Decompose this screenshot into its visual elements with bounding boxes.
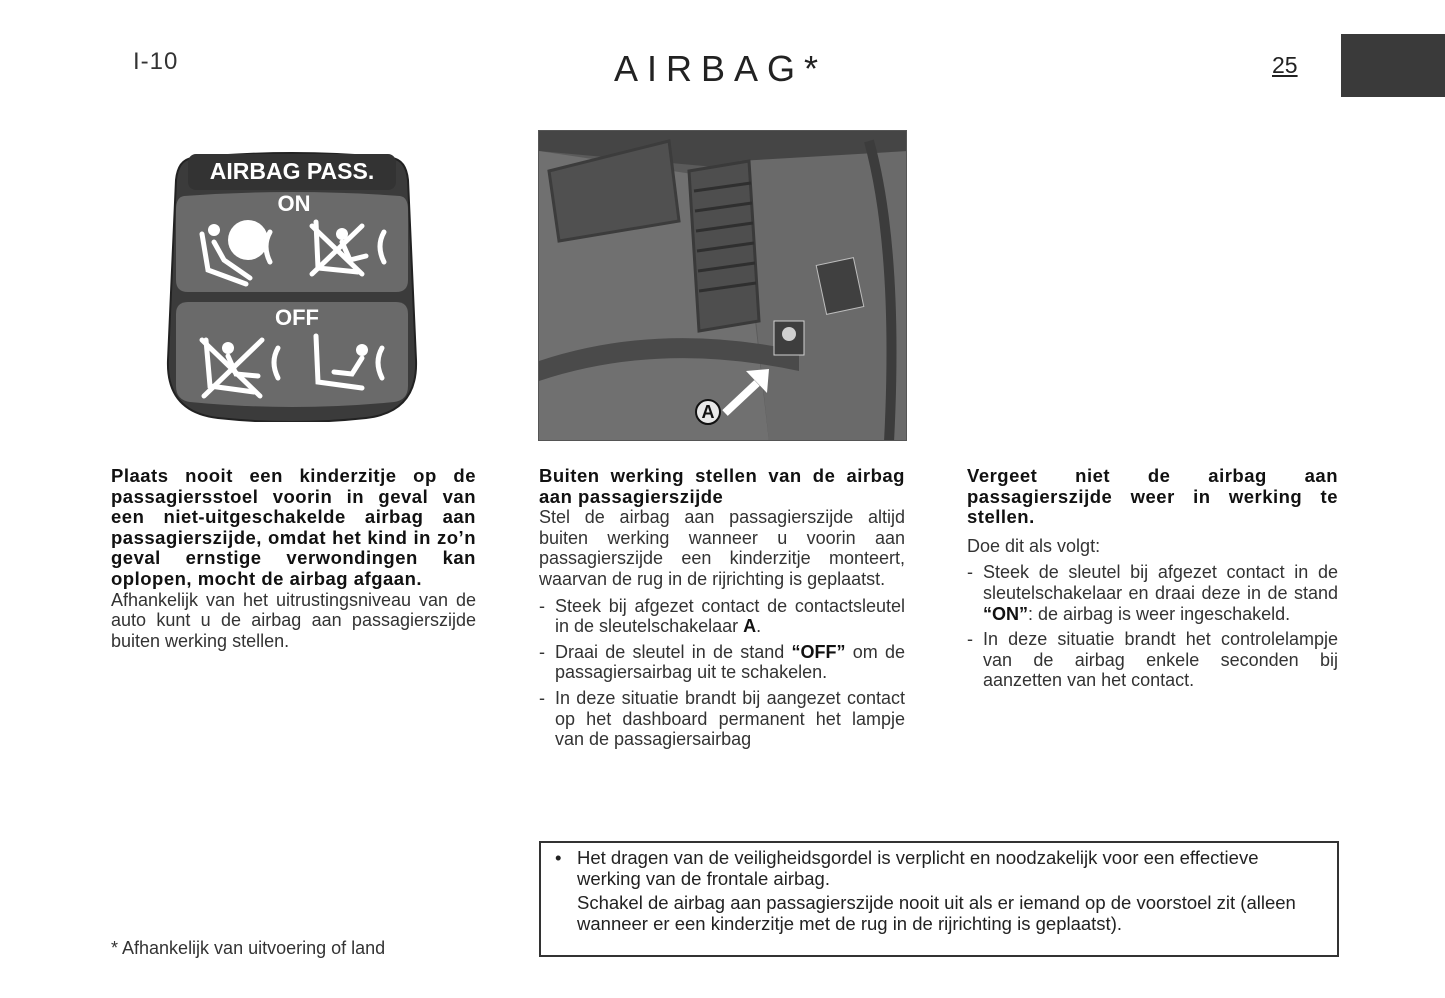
deactivate-steps [539,596,905,750]
deactivate-step-3: - In deze situatie brandt bij aangezet contact op het dashboard permanent het lampje van de passagiersairbag [539,688,905,750]
reactivate-step-1: - Steek de sleutel bij afgezet contact in de sleutelschakelaar en draai deze in de stand “ON”: de airbag is weer ingeschakeld. [967,562,1338,624]
notice-bullet: • [555,847,562,868]
page-number: 25 [1272,52,1298,78]
airbag-switch-illustration [166,150,418,422]
switch-label-top: AIRBAG PASS. [209,158,375,184]
page-title: AIRBAG* [613,48,828,89]
dashboard-photo-drawing [539,131,907,441]
switch-label-on: ON [277,191,311,216]
callout-a: A [695,399,721,425]
page-tab [1341,34,1445,97]
page-code: I-10 [133,48,179,75]
reactivate-heading: Vergeet niet de airbag aan passagierszijde weer in werking te stellen. [967,465,1338,528]
equipment-note: Afhankelijk van het uitrustingsniveau van de auto kunt u de airbag aan passagierszijde buiten werking stellen. [111,589,476,651]
deactivate-step-1: - Steek bij afgezet contact de contactsleutel in de sleutelschakelaar A. [539,596,905,637]
seatbelt-notice-box [539,841,1339,957]
deactivate-intro: Stel de airbag aan passagierszijde altijd buiten werking wanneer u voorin aan passagierszijde een kinderzitje monteert, waarvan de rug in de rijrichting is geplaatst. [539,507,905,589]
column-left [111,466,476,651]
notice-line-2: Schakel de airbag aan passagierszijde nooit uit als er iemand op de voorstoel zit (alleen wanneer er een kinderzitje met de rug in de rijrichting is geplaatst). [577,892,1296,934]
child-seat-warning: Plaats nooit een kinderzitje op de passagiersstoel voorin in geval van een niet-uitgeschakelde airbag aan passagierszijde, omdat het kind in zo’n geval ernstige verwondingen kan oplopen, mocht de airbag afgaan. [111,465,476,589]
column-middle [539,466,905,755]
footnote: * Afhankelijk van uitvoering of land [111,938,386,958]
dashboard-photo [538,130,907,441]
deactivate-step-2: - Draai de sleutel in de stand “OFF” om de passagiersairbag uit te schakelen. [539,642,905,683]
notice-line-1: Het dragen van de veiligheidsgordel is verplicht en noodzakelijk voor een effectieve werking van de frontale airbag. [577,847,1259,889]
column-right [967,466,1338,696]
reactivate-intro: Doe dit als volgt: [967,535,1101,556]
deactivate-heading: Buiten werking stellen van de airbag aan passagierszijde [539,465,905,507]
reactivate-step-2: - In deze situatie brandt het controlelampje van de airbag enkele seconden bij aanzetten van het contact. [967,629,1338,691]
reactivate-steps [967,562,1338,691]
switch-label-off: OFF [275,305,319,330]
